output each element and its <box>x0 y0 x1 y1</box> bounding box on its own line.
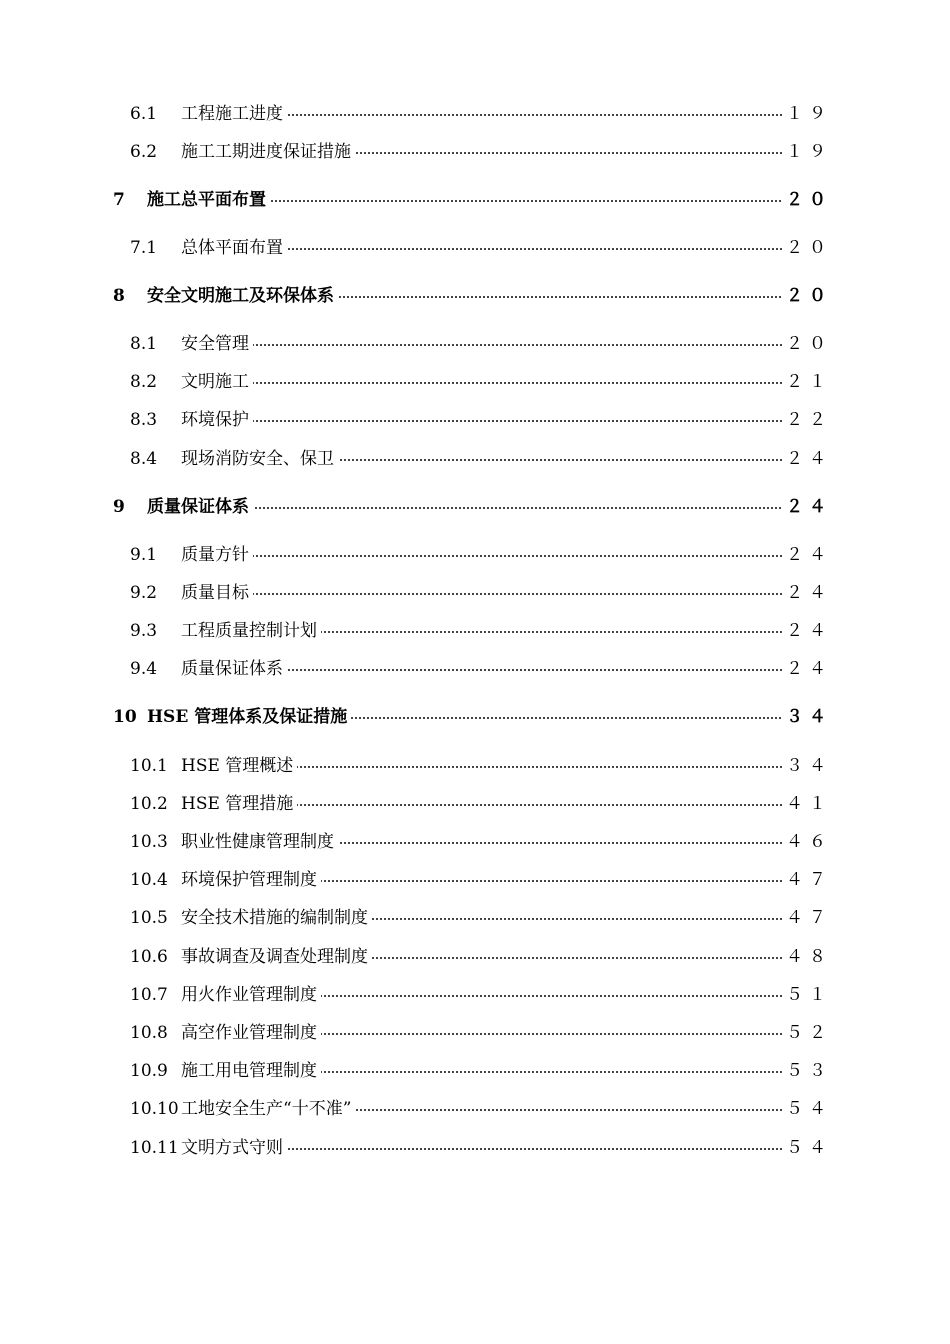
entry-page: ４１ <box>782 792 832 816</box>
entry-number: 6.1 <box>130 104 158 124</box>
toc-entry-10-9[interactable] <box>0 1059 950 1083</box>
toc-entry-10-1[interactable] <box>0 754 950 778</box>
entry-number: 9.2 <box>130 583 158 603</box>
toc-entry-10-3[interactable] <box>0 830 950 854</box>
entry-number: 10 <box>113 707 137 727</box>
toc-chapter-9[interactable] <box>0 495 950 519</box>
entry-number: 10.7 <box>130 985 168 1005</box>
entry-title: 施工总平面布置 <box>147 188 270 212</box>
toc-entry-9-2[interactable] <box>0 581 950 605</box>
entry-number: 8.3 <box>130 410 158 430</box>
entry-page: ２０ <box>782 236 832 260</box>
leader-dots <box>185 555 825 557</box>
entry-number: 8 <box>113 286 125 306</box>
entry-page: ２２ <box>782 408 832 432</box>
entry-title: 职业性健康管理制度 <box>181 830 338 854</box>
entry-page: ５１ <box>782 983 832 1007</box>
entry-page: １９ <box>782 140 832 164</box>
entry-number: 10.5 <box>130 908 168 928</box>
toc-entry-10-8[interactable] <box>0 1021 950 1045</box>
entry-title: HSE 管理措施 <box>181 792 297 816</box>
entry-page: ５３ <box>782 1059 832 1083</box>
leader-dots <box>185 344 825 346</box>
entry-number: 8.1 <box>130 334 158 354</box>
entry-title: 工程施工进度 <box>181 102 287 126</box>
entry-title: 文明施工 <box>181 370 253 394</box>
entry-title: 质量方针 <box>181 543 253 567</box>
entry-title: 用火作业管理制度 <box>181 983 321 1007</box>
toc-entry-9-1[interactable] <box>0 543 950 567</box>
entry-page: ５４ <box>782 1097 832 1121</box>
entry-number: 10.4 <box>130 870 168 890</box>
toc-entry-10-2[interactable] <box>0 792 950 816</box>
entry-number: 10.6 <box>130 947 168 967</box>
toc-chapter-8[interactable] <box>0 284 950 308</box>
entry-number: 9.3 <box>130 621 158 641</box>
toc-entry-10-11[interactable] <box>0 1136 950 1160</box>
entry-page: ２４ <box>782 447 832 471</box>
toc-chapter-7[interactable] <box>0 188 950 212</box>
toc-entry-9-3[interactable] <box>0 619 950 643</box>
entry-page: ２０ <box>782 284 832 308</box>
toc-entry-9-4[interactable] <box>0 657 950 681</box>
leader-dots <box>185 382 825 384</box>
entry-number: 10.2 <box>130 794 168 814</box>
entry-page: １９ <box>782 102 832 126</box>
entry-title: 现场消防安全、保卫 <box>181 447 338 471</box>
entry-page: ２４ <box>782 495 832 519</box>
toc-entry-8-3[interactable] <box>0 408 950 432</box>
entry-number: 10.1 <box>130 756 168 776</box>
entry-number: 10.11 <box>130 1138 179 1158</box>
entry-page: ４８ <box>782 945 832 969</box>
entry-page: ２０ <box>782 188 832 212</box>
entry-title: 质量保证体系 <box>147 495 253 519</box>
entry-page: ２４ <box>782 543 832 567</box>
entry-title: 工程质量控制计划 <box>181 619 321 643</box>
entry-number: 9 <box>113 497 125 517</box>
entry-page: ５４ <box>782 1136 832 1160</box>
toc-entry-7-1[interactable] <box>0 236 950 260</box>
entry-page: ３４ <box>782 705 832 729</box>
toc-entry-6-2[interactable] <box>0 140 950 164</box>
toc-entry-10-7[interactable] <box>0 983 950 1007</box>
entry-number: 8.4 <box>130 449 158 469</box>
entry-number: 8.2 <box>130 372 158 392</box>
entry-number: 10.8 <box>130 1023 168 1043</box>
entry-title: 安全管理 <box>181 332 253 356</box>
leader-dots <box>185 420 825 422</box>
entry-page: ２１ <box>782 370 832 394</box>
entry-page: ２０ <box>782 332 832 356</box>
toc-entry-6-1[interactable] <box>0 102 950 126</box>
toc-entry-10-10[interactable] <box>0 1097 950 1121</box>
entry-title: 工地安全生产“十不准” <box>181 1097 355 1121</box>
entry-number: 9.1 <box>130 545 158 565</box>
entry-page: ２４ <box>782 619 832 643</box>
entry-title: 施工工期进度保证措施 <box>181 140 355 164</box>
leader-dots <box>185 593 825 595</box>
entry-title: 文明方式守则 <box>181 1136 287 1160</box>
entry-number: 9.4 <box>130 659 158 679</box>
toc-entry-8-2[interactable] <box>0 370 950 394</box>
toc-entry-10-6[interactable] <box>0 945 950 969</box>
entry-title: 事故调查及调查处理制度 <box>181 945 372 969</box>
entry-page: ２４ <box>782 657 832 681</box>
entry-page: ５２ <box>782 1021 832 1045</box>
entry-page: ４６ <box>782 830 832 854</box>
entry-page: ４７ <box>782 906 832 930</box>
entry-title: 质量目标 <box>181 581 253 605</box>
entry-title: 环境保护 <box>181 408 253 432</box>
toc-entry-10-5[interactable] <box>0 906 950 930</box>
entry-title: 安全技术措施的编制制度 <box>181 906 372 930</box>
entry-page: ４７ <box>782 868 832 892</box>
entry-number: 10.10 <box>130 1099 179 1119</box>
entry-number: 7 <box>113 190 125 210</box>
entry-number: 10.9 <box>130 1061 168 1081</box>
entry-page: ３４ <box>782 754 832 778</box>
entry-number: 6.2 <box>130 142 158 162</box>
entry-title: 总体平面布置 <box>181 236 287 260</box>
entry-title: 环境保护管理制度 <box>181 868 321 892</box>
toc-entry-10-4[interactable] <box>0 868 950 892</box>
entry-title: 高空作业管理制度 <box>181 1021 321 1045</box>
entry-number: 7.1 <box>130 238 158 258</box>
entry-title: 施工用电管理制度 <box>181 1059 321 1083</box>
entry-title: HSE 管理概述 <box>181 754 297 778</box>
entry-page: ２４ <box>782 581 832 605</box>
entry-title: 质量保证体系 <box>181 657 287 681</box>
entry-title: HSE 管理体系及保证措施 <box>147 705 351 729</box>
toc-entry-8-4[interactable] <box>0 447 950 471</box>
entry-title: 安全文明施工及环保体系 <box>147 284 338 308</box>
toc-chapter-10[interactable] <box>0 705 950 729</box>
toc-entry-8-1[interactable] <box>0 332 950 356</box>
entry-number: 10.3 <box>130 832 168 852</box>
